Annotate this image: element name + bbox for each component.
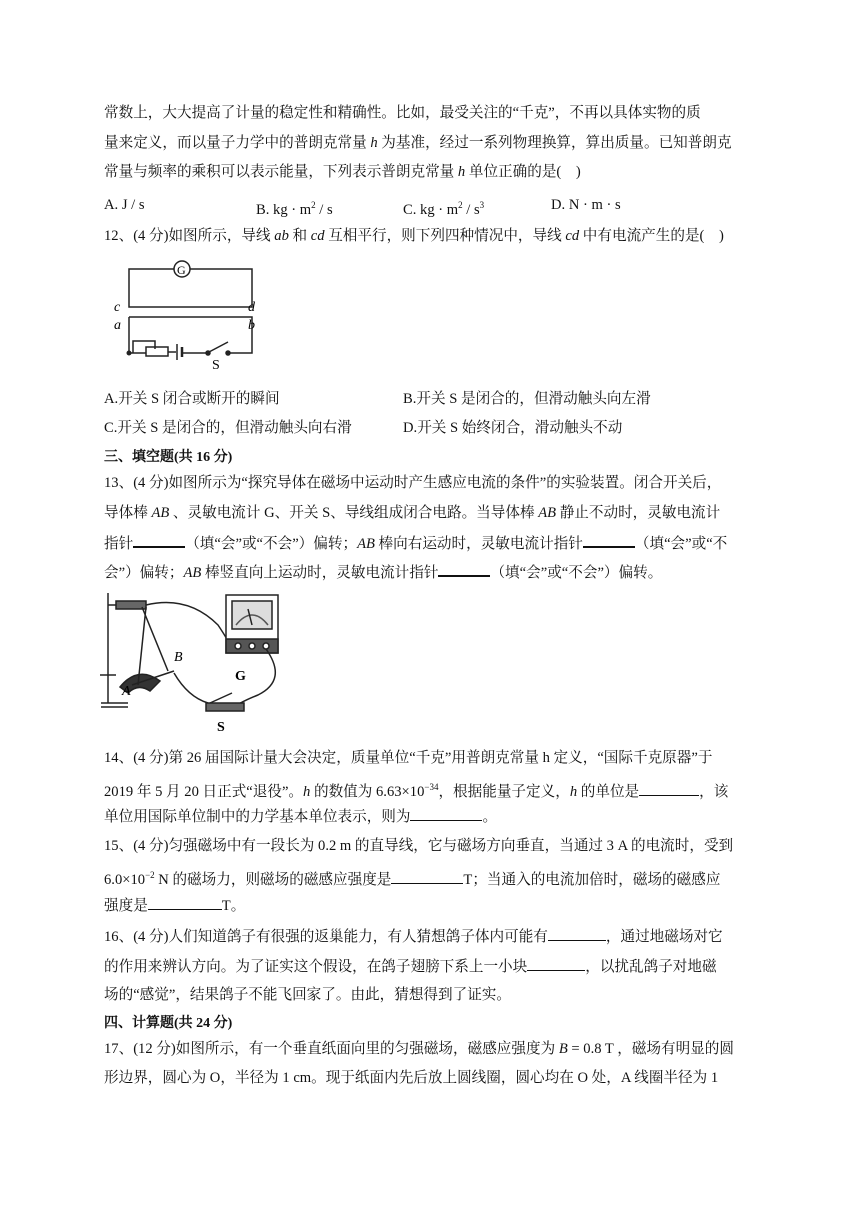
q12-option-b: B.开关 S 是闭合的，但滑动触头向左滑 xyxy=(403,391,651,407)
q12-option-d: D.开关 S 始终闭合，滑动触头不动 xyxy=(403,420,623,436)
switch-base xyxy=(206,703,244,711)
label-b: b xyxy=(248,318,255,333)
q13-line3: 指针 （填“会”或“不会”）偏转；AB 棒向右运动时，灵敏电流计指针 （填“会”或“不 xyxy=(104,532,727,554)
label-a: A xyxy=(122,684,131,699)
q12-stem: 12、(4 分)如图所示，导线 ab 和 cd 互相平行，则下列四种情况中，导线 cd 中有电流产生的是( ) xyxy=(104,228,724,244)
q12-option-a: A.开关 S 闭合或断开的瞬间 xyxy=(104,391,280,407)
switch-blade xyxy=(209,342,228,352)
galvanometer-label: G xyxy=(235,669,246,684)
switch-label: S xyxy=(212,358,220,373)
rheostat xyxy=(146,347,168,356)
q16-blank-1[interactable] xyxy=(548,926,606,941)
q15-blank-1[interactable] xyxy=(391,869,463,884)
q13-line1: 13、(4 分)如图所示为“探究导体在磁场中运动时产生感应电流的条件”的实验装置。闭合开关后， xyxy=(104,475,722,491)
section-4-heading: 四、计算题(共 24 分) xyxy=(104,1016,233,1031)
q13-blank-1[interactable] xyxy=(133,532,185,548)
galvanometer-label: G xyxy=(177,263,186,277)
q11-line2: 量来定义，而以量子力学中的普朗克常量 h 为基准，经过一系列物理换算，算出质量。已知普朗克 xyxy=(104,135,732,151)
q11-line1: 常数上，大大提高了计量的稳定性和精确性。比如，最受关注的“千克”，不再以具体实物的质 xyxy=(104,105,701,121)
q11-option-d: D. N · m · s xyxy=(551,197,621,213)
q17-line2: 形边界，圆心为 O，半径为 1 cm。现于纸面内先后放上圆线圈，圆心均在 O 处，A 线圈半径为 1 xyxy=(104,1070,719,1086)
q16-blank-2[interactable] xyxy=(527,956,585,971)
q15-line2: $6.0\times 10^{-2}$ N 的磁场力，则磁场的磁感应强度是 T；当通入的电流加倍时，磁场的磁感应 xyxy=(104,870,721,888)
q15-line3: 强度是 T。 xyxy=(104,895,245,916)
q11-line3: 常量与频率的乘积可以表示能量，下列表示普朗克常量 h 单位正确的是( ) xyxy=(104,164,581,180)
q13-blank-2[interactable] xyxy=(583,532,635,548)
label-d: d xyxy=(248,300,255,315)
label-a: a xyxy=(114,318,121,333)
q16-line3: 场的“感觉”，结果鸽子不能飞回家了。由此，猜想得到了证实。 xyxy=(104,987,511,1003)
q14-line3: 单位用国际单位制中的力学基本单位表示，则为 。 xyxy=(104,806,497,827)
label-b: B xyxy=(174,650,183,665)
q15-blank-2[interactable] xyxy=(148,895,222,910)
section-3-heading: 三、填空题(共 16 分) xyxy=(104,450,233,465)
q13-apparatus-figure xyxy=(98,585,298,735)
q15-line1: 15、(4 分)匀强磁场中有一段长为 0.2 m 的直导线，它与磁场方向垂直，当通过 3 A 的电流时，受到 xyxy=(104,838,734,854)
switch-label: S xyxy=(217,720,225,735)
q14-line1: 14、(4 分)第 26 届国际计量大会决定，质量单位“千克”用普朗克常量 h 定义，“国际千克原器”于 xyxy=(104,750,713,766)
q17-line1: 17、(12 分)如图所示，有一个垂直纸面向里的匀强磁场，磁感应强度为 B = 0.8 T ，磁场有明显的圆 xyxy=(104,1041,734,1057)
q12-circuit-figure xyxy=(108,258,268,373)
q16-line1: 16、(4 分)人们知道鸽子有很强的返巢能力，有人猜想鸽子体内可能有 ，通过地磁场对它 xyxy=(104,926,723,947)
q14-blank-1[interactable] xyxy=(639,781,699,796)
q11-option-c: C. kg · $m^2 / s^3$ xyxy=(403,200,485,218)
q14-blank-2[interactable] xyxy=(410,806,482,821)
q11-option-b: B. kg · $m^2$ / s xyxy=(256,200,333,218)
wire-cd-loop xyxy=(129,269,252,307)
q13-line2: 导体棒 AB 、灵敏电流计 G、开关 S、导线组成闭合电路。当导体棒 AB 静止不动时，灵敏电流计 xyxy=(104,505,721,521)
q13-line4: 会”）偏转；AB 棒竖直向上运动时，灵敏电流计指针 （填“会”或“不会”）偏转。 xyxy=(104,561,662,583)
q12-option-c: C.开关 S 是闭合的，但滑动触头向右滑 xyxy=(104,420,352,436)
q11-option-a: A. J / s xyxy=(104,197,145,213)
q14-line2: 2019 年 5 月 20 日正式“退役”。h 的数值为 $6.63\times 10^{-34}$，根据能量子定义，h 的单位是 ，该 xyxy=(104,782,729,800)
q16-line2: 的作用来辨认方向。为了证实这个假设，在鸽子翅膀下系上一小块 ，以扰乱鸽子对地磁 xyxy=(104,956,717,977)
label-c: c xyxy=(114,300,121,315)
q13-blank-3[interactable] xyxy=(438,561,490,577)
